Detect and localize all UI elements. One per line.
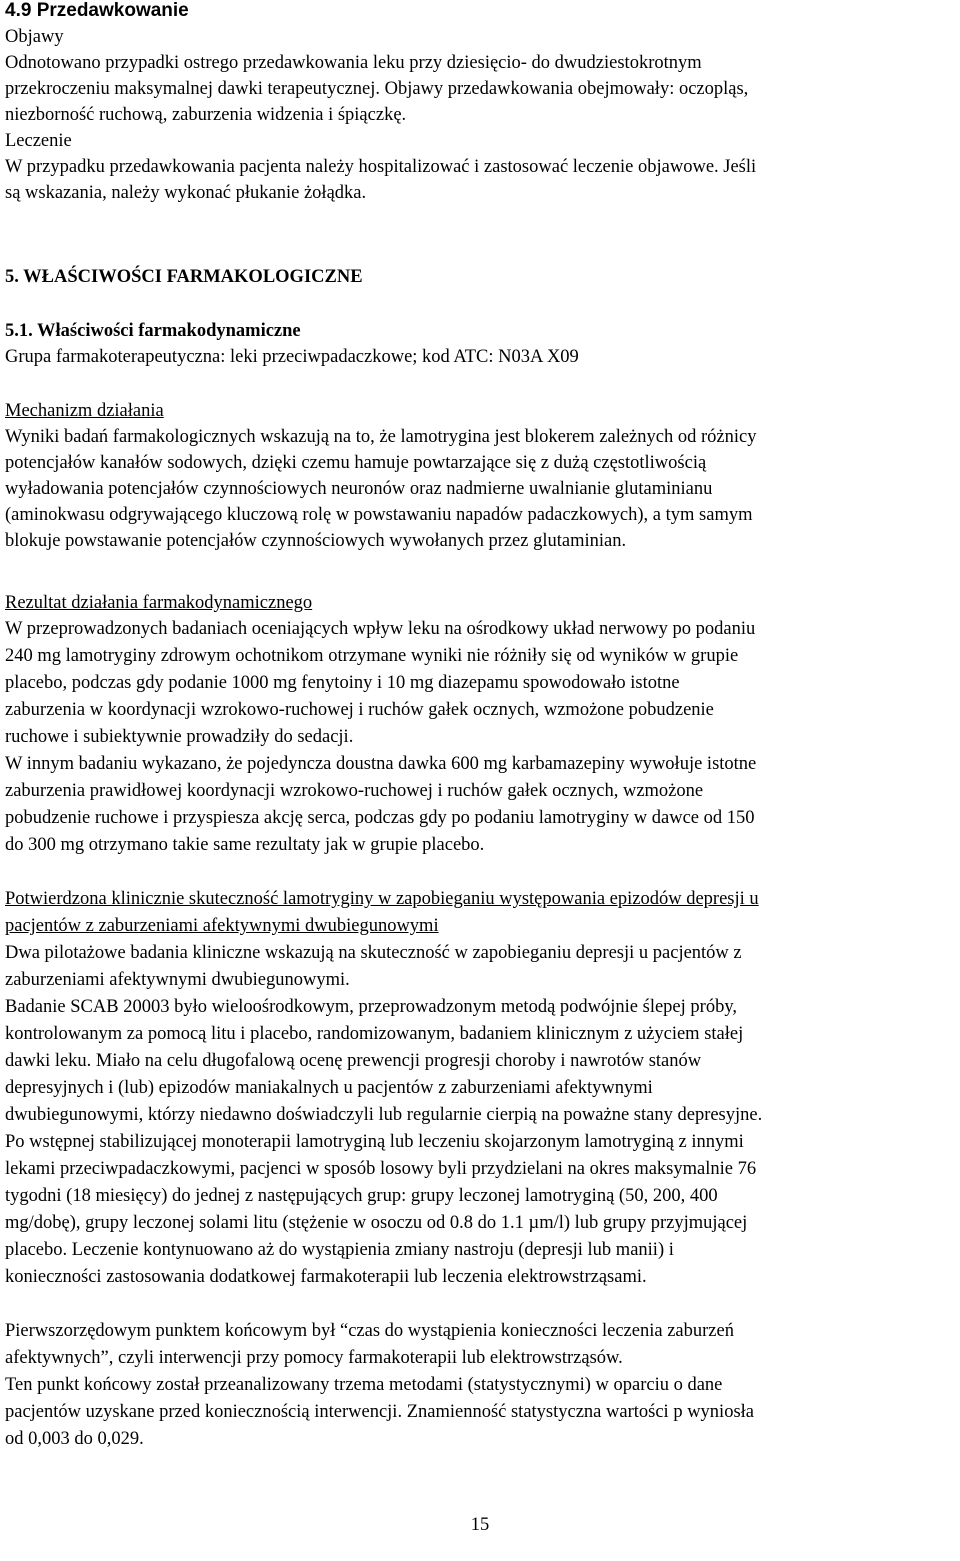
mechanism-line: Wyniki badań farmakologicznych wskazują na to, że lamotrygina jest blokerem zależnych od różnicy [5,427,757,447]
mechanism-line: wyładowania potencjałów czynnościowych neuronów oraz nadmierne uwalnianie glutaminianu [5,479,713,499]
efficacy-line: mg/dobę), grupy leczonej solami litu (stężenie w osoczu od 0.8 do 1.1 µm/l) lub grupy przyjmującej [5,1213,748,1233]
effect-line: ruchowe i subiektywnie prowadziły do sedacji. [5,727,354,747]
effect-line: W przeprowadzonych badaniach oceniających wpływ leku na ośrodkowy układ nerwowy po podaniu [5,619,756,639]
effect-line: do 300 mg otrzymano takie same rezultaty jak w grupie placebo. [5,835,485,855]
heading-5-1: 5.1. Właściwości farmakodynamiczne [5,321,301,341]
efficacy-line: konieczności zastosowania dodatkowej farmakoterapii lub leczenia elektrowstrząsami. [5,1267,647,1287]
treatment-line: W przypadku przedawkowania pacjenta należy hospitalizować i zastosować leczenie objawowe. Jeśli [5,157,757,177]
heading-5: 5. WŁAŚCIWOŚCI FARMAKOLOGICZNE [5,267,363,287]
effect-line: pobudzenie ruchowe i przyspiesza akcję serca, podczas gdy po podaniu lamotryginy w dawce od 150 [5,808,755,828]
effect-line: zaburzenia prawidłowej koordynacji wzrokowo-ruchowej i ruchów gałek ocznych, wzmożone [5,781,704,801]
mechanism-label: Mechanizm działania [5,401,164,421]
efficacy-label: pacjentów z zaburzeniami afektywnymi dwubiegunowymi [5,916,439,936]
endpoint-line: Pierwszorzędowym punktem końcowym był “czas do wystąpienia konieczności leczenia zaburzeń [5,1321,734,1341]
page-number: 15 [470,1515,490,1535]
endpoint-line: pacjentów uzyskane przed koniecznością interwencji. Znamienność statystyczna wartości p wyniosła [5,1402,754,1422]
effect-line: W innym badaniu wykazano, że pojedyncza doustna dawka 600 mg karbamazepiny wywołuje istotne [5,754,757,774]
efficacy-line: dawki leku. Miało na celu długofalową ocenę prewencji progresji choroby i nawrotów stanów [5,1051,702,1071]
effect-line: zaburzenia w koordynacji wzrokowo-ruchowej i ruchów gałek ocznych, wzmożone pobudzenie [5,700,714,720]
symptoms-label: Objawy [5,27,64,47]
mechanism-line: (aminokwasu odgrywającego kluczową rolę w powstawaniu napadów padaczkowych), a tym samym [5,505,753,525]
symptoms-line: Odnotowano przypadki ostrego przedawkowania leku przy dziesięcio- do dwudziestokrotnym [5,53,702,73]
mechanism-line: blokuje powstawanie potencjałów czynnościowych wywołanych przez glutaminian. [5,531,627,551]
efficacy-line: Po wstępnej stabilizującej monoterapii lamotryginą lub leczeniu skojarzonym lamotryginą z innymi [5,1132,744,1152]
efficacy-line: zaburzeniami afektywnymi dwubiegunowymi. [5,970,350,990]
efficacy-line: kontrolowanym za pomocą litu i placebo, randomizowanym, badaniem klinicznym z użyciem stałej [5,1024,744,1044]
endpoint-line: afektywnych”, czyli interwencji przy pomocy farmakoterapii lub elektrowstrząsów. [5,1348,623,1368]
treatment-label: Leczenie [5,131,72,151]
endpoint-line: Ten punkt końcowy został przeanalizowany trzema metodami (statystycznymi) w oparciu o dane [5,1375,723,1395]
treatment-line: są wskazania, należy wykonać płukanie żołądka. [5,183,367,203]
atc-group-line: Grupa farmakoterapeutyczna: leki przeciwpadaczkowe; kod ATC: N03A X09 [5,347,579,367]
effect-line: placebo, podczas gdy podanie 1000 mg fenytoiny i 10 mg diazepamu spowodowało istotne [5,673,680,693]
effect-label: Rezultat działania farmakodynamicznego [5,593,313,613]
heading-4-9: 4.9 Przedawkowanie [5,0,189,21]
symptoms-line: niezborność ruchową, zaburzenia widzenia i śpiączkę. [5,105,407,125]
effect-line: 240 mg lamotryginy zdrowym ochotnikom otrzymane wyniki nie różniły się od wyników w grupie [5,646,739,666]
efficacy-line: dwubiegunowymi, którzy niedawno doświadczyli lub regularnie cierpią na poważne stany depresyjne. [5,1105,763,1125]
symptoms-line: przekroczeniu maksymalnej dawki terapeutycznej. Objawy przedawkowania obejmowały: oczopląs, [5,79,749,99]
efficacy-line: tygodni (18 miesięcy) do jednej z następujących grup: grupy leczonej lamotryginą (50, 200, 400 [5,1186,718,1206]
efficacy-line: Badanie SCAB 20003 było wieloośrodkowym, przeprowadzonym metodą podwójnie ślepej próby, [5,997,737,1017]
efficacy-label: Potwierdzona klinicznie skuteczność lamotryginy w zapobieganiu występowania epizodów depresji u [5,889,759,909]
mechanism-line: potencjałów kanałów sodowych, dzięki czemu hamuje powtarzające się z dużą częstotliwością [5,453,707,473]
efficacy-line: lekami przeciwpadaczkowymi, pacjenci w sposób losowy byli przydzielani na okres maksymalnie 76 [5,1159,757,1179]
efficacy-line: Dwa pilotażowe badania kliniczne wskazują na skuteczność w zapobieganiu depresji u pacjentów z [5,943,742,963]
endpoint-line: od 0,003 do 0,029. [5,1429,144,1449]
efficacy-line: depresyjnych i (lub) epizodów maniakalnych u pacjentów z zaburzeniami afektywnymi [5,1078,653,1098]
efficacy-line: placebo. Leczenie kontynuowano aż do wystąpienia zmiany nastroju (depresji lub manii) i [5,1240,674,1260]
